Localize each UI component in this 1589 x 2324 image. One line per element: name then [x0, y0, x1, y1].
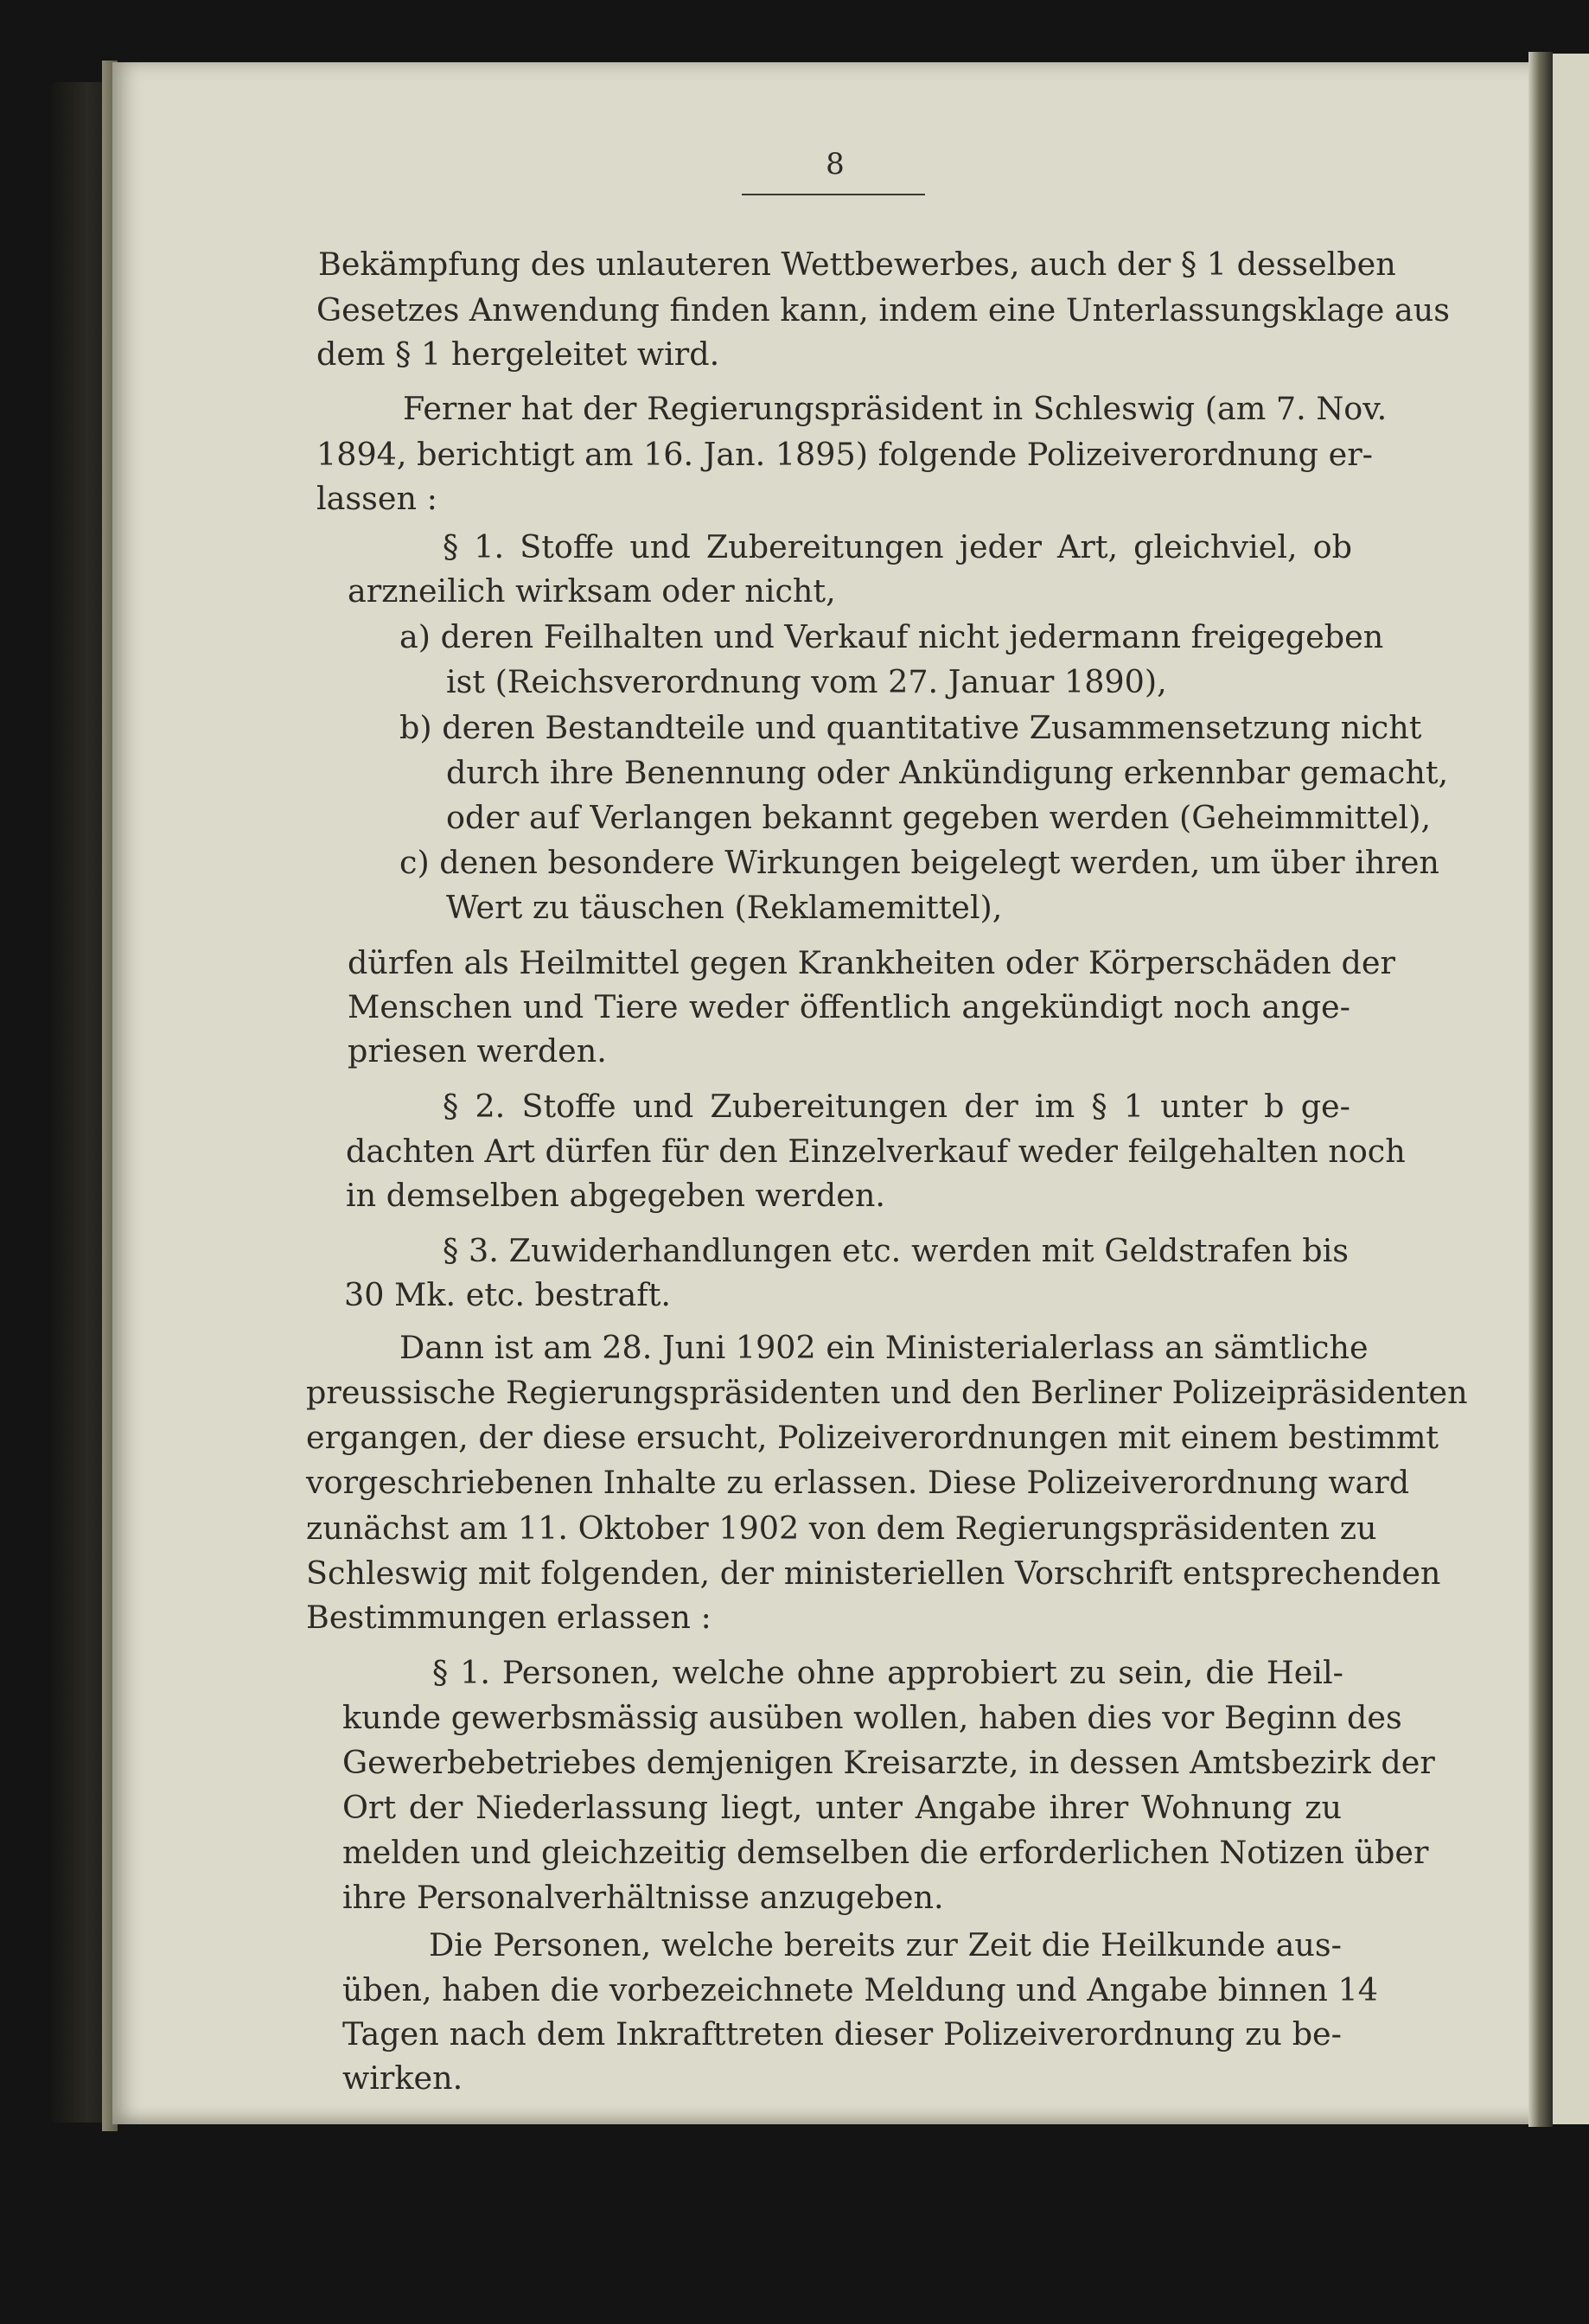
- text-line: kunde gewerbsmässig ausüben wollen, haben dies vor Beginn des: [342, 1699, 1402, 1736]
- page-number: 8: [826, 147, 845, 182]
- text-line: wirken.: [342, 2059, 463, 2097]
- text-line: vorgeschriebenen Inhalte zu erlassen. Diese Polizeiverordnung ward: [306, 1464, 1410, 1501]
- text-line: Gewerbebetriebes demjenigen Kreisarzte, in dessen Amtsbezirk der: [342, 1744, 1435, 1781]
- text-line: a) deren Feilhalten und Verkauf nicht jedermann freigegeben: [399, 618, 1384, 655]
- text-line: lassen :: [316, 480, 437, 517]
- text-line: durch ihre Benennung oder Ankündigung erkennbar gemacht,: [446, 754, 1449, 791]
- text-line: zunächst am 11. Oktober 1902 von dem Regierungspräsidenten zu: [306, 1510, 1377, 1547]
- text-line: dürfen als Heilmittel gegen Krankheiten oder Körperschäden der: [348, 944, 1395, 981]
- text-line: arzneilich wirksam oder nicht,: [348, 572, 836, 610]
- text-line: ergangen, der diese ersucht, Polizeiverordnungen mit einem bestimmt: [306, 1419, 1439, 1456]
- text-line: Tagen nach dem Inkrafttreten dieser Polizeiverordnung zu be-: [342, 2015, 1342, 2053]
- text-line: dachten Art dürfen für den Einzelverkauf weder feilgehalten noch: [346, 1133, 1406, 1170]
- text-line: preussische Regierungspräsidenten und den Berliner Polizeipräsidenten: [306, 1374, 1468, 1411]
- text-line: üben, haben die vorbezeichnete Meldung und Angabe binnen 14: [342, 1971, 1378, 2008]
- text-line: melden und gleichzeitig demselben die erforderlichen Notizen über: [342, 1834, 1429, 1871]
- text-line: § 1. Stoffe und Zubereitungen jeder Art, gleichviel, ob: [443, 528, 1352, 565]
- text-line: Menschen und Tiere weder öffentlich angekündigt noch ange-: [348, 988, 1350, 1025]
- text-line: priesen werden.: [348, 1032, 607, 1069]
- text-line: Schleswig mit folgenden, der ministeriellen Vorschrift entsprechenden: [306, 1555, 1441, 1592]
- text-line: in demselben abgegeben werden.: [346, 1177, 885, 1214]
- text-line: Die Personen, welche bereits zur Zeit die Heilkunde aus-: [429, 1926, 1342, 1963]
- text-line: Gesetzes Anwendung finden kann, indem eine Unterlassungsklage aus: [316, 291, 1450, 329]
- text-line: c) denen besondere Wirkungen beigelegt werden, um über ihren: [399, 844, 1439, 881]
- text-line: oder auf Verlangen bekannt gegeben werden (Geheimmittel),: [446, 799, 1432, 836]
- facing-page-edge: [1553, 54, 1589, 2124]
- text-line: ihre Personalverhältnisse anzugeben.: [342, 1879, 944, 1916]
- text-line: Ort der Niederlassung liegt, unter Angabe ihrer Wohnung zu: [342, 1789, 1342, 1826]
- header-rule: [742, 194, 925, 195]
- text-line: 30 Mk. etc. bestraft.: [344, 1276, 672, 1313]
- text-line: Wert zu täuschen (Reklamemittel),: [446, 889, 1003, 926]
- text-line: b) deren Bestandteile und quantitative Zusammensetzung nicht: [399, 709, 1422, 746]
- text-line: Ferner hat der Regierungspräsident in Schleswig (am 7. Nov.: [403, 390, 1388, 427]
- text-line: 1894, berichtigt am 16. Jan. 1895) folgende Polizeiverordnung er-: [316, 436, 1374, 473]
- text-line: § 3. Zuwiderhandlungen etc. werden mit Geldstrafen bis: [443, 1232, 1349, 1269]
- text-line: § 1. Personen, welche ohne approbiert zu sein, die Heil-: [432, 1654, 1343, 1691]
- page-gutter: [1528, 52, 1553, 2127]
- text-line: Bestimmungen erlassen :: [306, 1599, 712, 1636]
- text-line: Bekämpfung des unlauteren Wettbewerbes, auch der § 1 desselben: [318, 246, 1396, 283]
- text-line: § 2. Stoffe und Zubereitungen der im § 1 unter b ge-: [443, 1088, 1350, 1125]
- text-line: Dann ist am 28. Juni 1902 ein Ministerialerlass an sämtliche: [399, 1329, 1369, 1366]
- text-line: ist (Reichsverordnung vom 27. Januar 1890),: [446, 663, 1167, 700]
- text-line: dem § 1 hergeleitet wird.: [316, 335, 720, 373]
